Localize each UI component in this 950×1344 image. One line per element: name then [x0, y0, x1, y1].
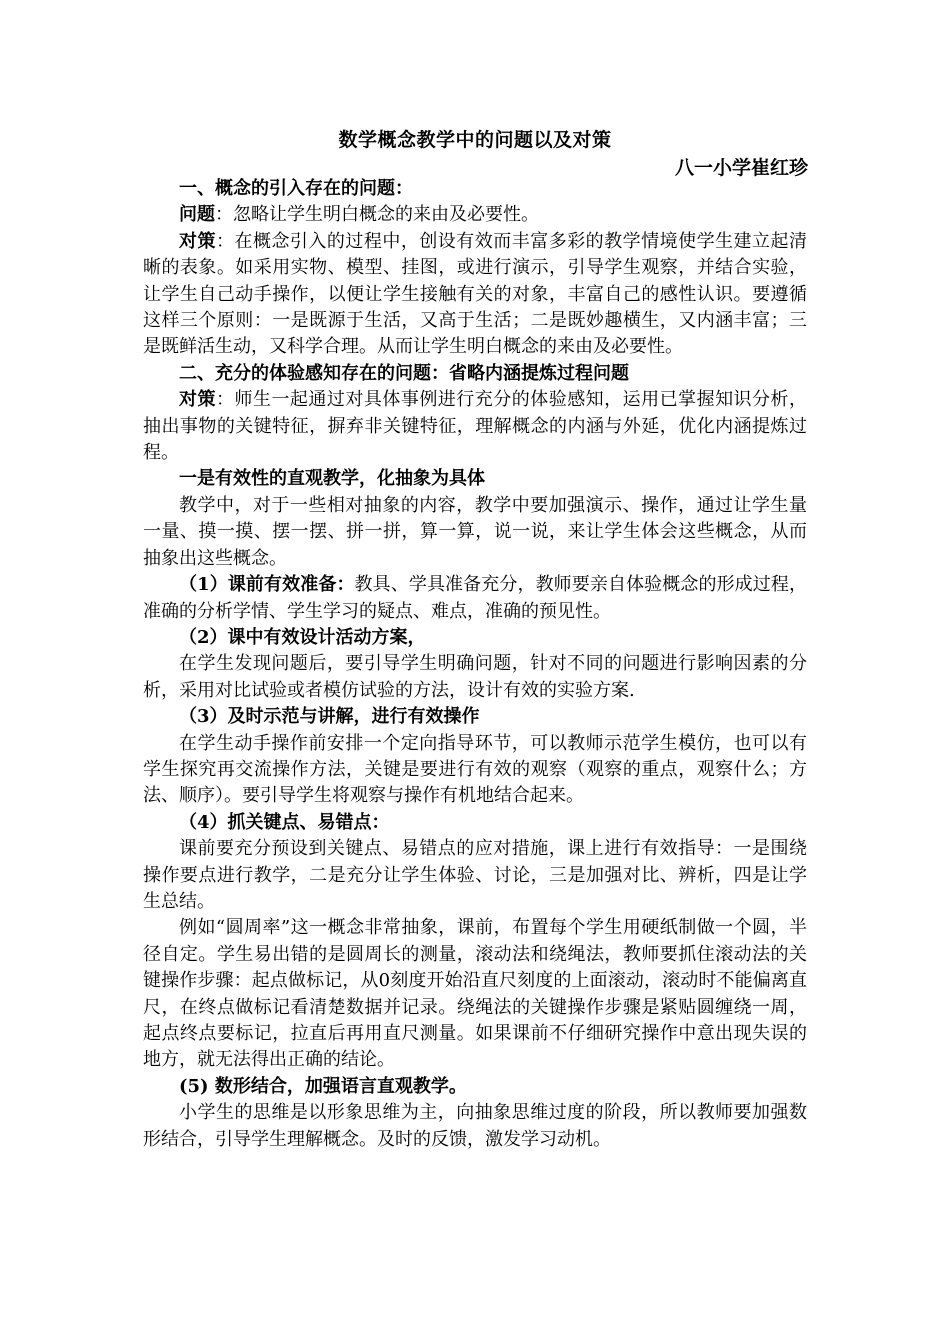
- item-5-heading: (5) 数形结合，加强语言直观教学。: [179, 1075, 467, 1097]
- item-2-text: 在学生发现问题后，要引导学生明确问题，针对不同的问题进行影响因素的分析，采用对比试验或者模仿试验的方法，设计有效的实验方案.: [143, 653, 807, 701]
- section-1-strategy: [143, 229, 807, 361]
- item-1: [143, 572, 807, 625]
- strategy-label: 对策: [179, 230, 216, 252]
- item-1-text: 教具、学具准备充分，教师要亲自体验概念的形成过程，准确的分析学情、学生学习的疑点、难点，准确的预见性。: [143, 574, 807, 622]
- subsection-intro: 教学中，对于一些相对抽象的内容，教学中要加强演示、操作，通过让学生量一量、摸一摸、摆一摆、拼一拼，算一算，说一说，来让学生体会这些概念，从而抽象出这些概念。: [143, 494, 807, 569]
- subsection-heading: 一是有效性的直观教学，化抽象为具体: [179, 468, 485, 490]
- section-2-strategy: [143, 387, 807, 466]
- strategy-label: 对策: [179, 389, 216, 411]
- item-3-heading: （3）及时示范与讲解，进行有效操作: [179, 706, 480, 728]
- item-2-heading: （2）课中有效设计活动方案，: [179, 626, 426, 648]
- item-1-label: （1）课前有效准备：: [179, 574, 355, 596]
- problem-label: 问题: [179, 204, 215, 226]
- item-4-heading: （4）抓关键点、易错点：: [179, 811, 390, 833]
- item-5-text: 小学生的思维是以形象思维为主，向抽象思维过度的阶段，所以教师要加强数形结合，引导学生理解概念。及时的反馈，激发学习动机。: [143, 1102, 807, 1150]
- author-line: 八一小学崔红珍: [674, 157, 808, 179]
- document-title: 数学概念教学中的问题以及对策: [338, 129, 612, 151]
- item-4-example: 例如“圆周率”这一概念非常抽象，课前，布置每个学生用硬纸制做一个圆，半径自定。学生易出错的是圆周长的测量，滚动法和绕绳法，教师要抓住滚动法的关键操作步骤：起点做标记，从0刻度开始沿直尺刻度的上面滚动，滚动时不能偏离直尺，在终点做标记看清楚数据并记录。绕绳法的关键操作步骤是紧贴圆缠绕一周，起点终点要标记，拉直后再用直尺测量。如果课前不仔细研究操作中意出现失误的地方，就无法得出正确的结论。: [143, 917, 807, 1071]
- strategy-text: ：在概念引入的过程中，创设有效而丰富多彩的教学情境使学生建立起清晰的表象。如采用实物、模型、挂图，或进行演示，引导学生观察，并结合实验，让学生自己动手操作，以便让学生接触有关的对象，丰富自己的感性认识。要遵循这样三个原则：一是既源于生活，又高于生活；二是既妙趣横生，又内涵丰富；三是既鲜活生动，又科学合理。从而让学生明白概念的来由及必要性。: [143, 230, 808, 358]
- section-1-problem: [143, 202, 807, 228]
- strategy-text: ：师生一起通过对具体事例进行充分的体验感知，运用已掌握知识分析，抽出事物的关键特征，摒弃非关键特征，理解概念的内涵与外延，优化内涵提炼过程。: [143, 389, 808, 464]
- document-body: [143, 176, 807, 1153]
- problem-text: ：忽略让学生明白概念的来由及必要性。: [215, 204, 539, 226]
- item-4-text: 课前要充分预设到关键点、易错点的应对措施，课上进行有效指导：一是围绕操作要点进行教学，二是充分让学生体验、讨论，三是加强对比、辨析，四是让学生总结。: [143, 838, 807, 912]
- section-2-heading: 二、充分的体验感知存在的问题：省略内涵提炼过程问题: [179, 362, 629, 384]
- section-1-heading: 一、概念的引入存在的问题：: [179, 178, 413, 199]
- item-3-text: 在学生动手操作前安排一个定向指导环节，可以教师示范学生模仿，也可以有学生探究再交流操作方法，关键是要进行有效的观察（观察的重点，观察什么；方法、顺序）。要引导学生将观察与操作有机地结合起来。: [143, 732, 807, 807]
